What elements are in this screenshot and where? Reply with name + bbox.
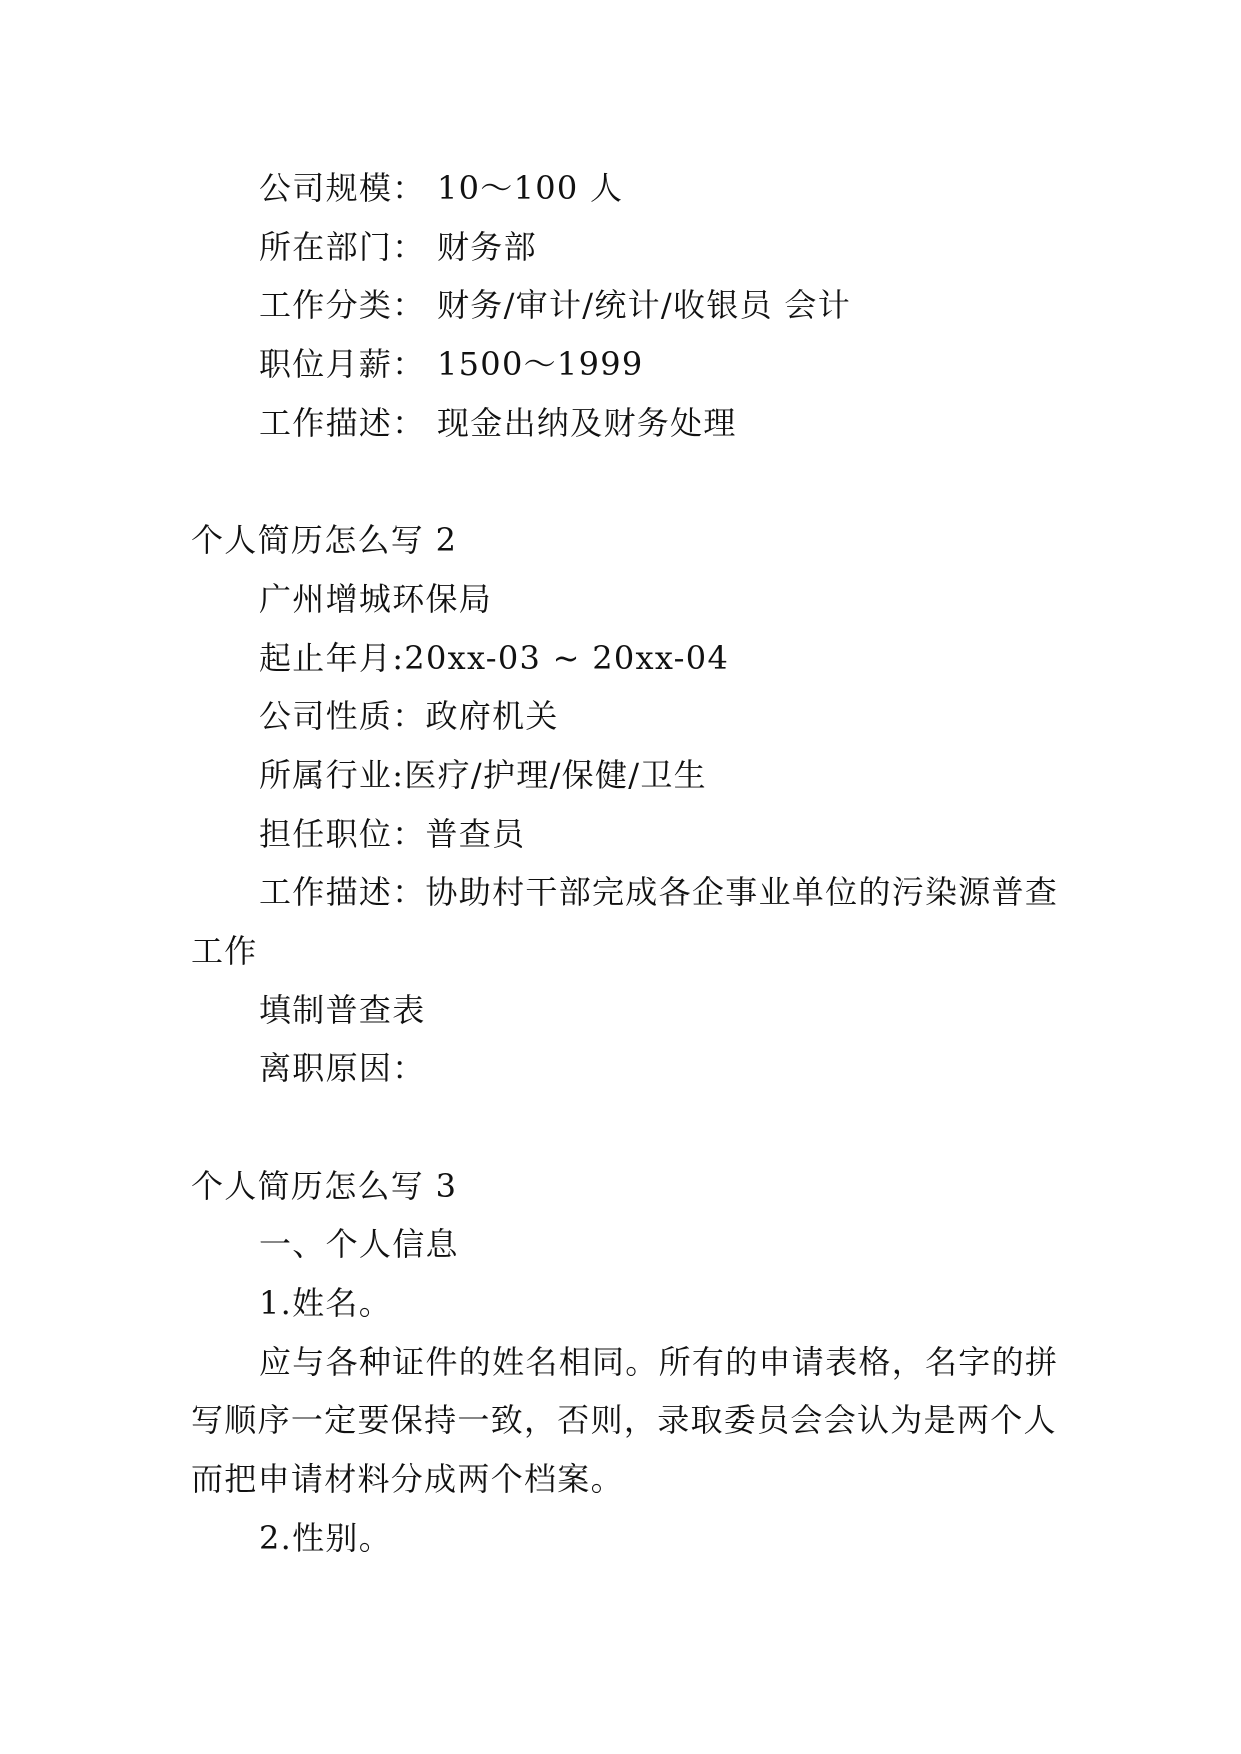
blank-line xyxy=(191,452,1201,511)
paragraph-line: 写顺序一定要保持一致，否则，录取委员会会认为是两个人 xyxy=(191,1401,1057,1440)
section-job-details-1 xyxy=(191,159,1201,452)
field-job-description-paragraph xyxy=(191,863,1201,980)
blank-line xyxy=(191,1098,1201,1157)
paragraph-line: 应与各种证件的姓名相同。所有的申请表格，名字的拼 xyxy=(259,1342,1059,1381)
field-position: 担任职位：普查员 xyxy=(259,814,526,853)
paragraph-line: 而把申请材料分成两个档案。 xyxy=(191,1460,624,1499)
paragraph-line: 工作描述：协助村干部完成各企事业单位的污染源普查 xyxy=(259,873,1059,912)
item-name: 1.姓名。 xyxy=(259,1284,393,1323)
section-resume-3 xyxy=(191,1157,1201,1568)
field-period: 起止年月:20xx-03 ~ 20xx-04 xyxy=(259,638,730,677)
field-industry: 所属行业:医疗/护理/保健/卫生 xyxy=(259,755,707,794)
field-company-type: 公司性质：政府机关 xyxy=(259,697,559,736)
document-body xyxy=(191,159,1201,1568)
section-heading-3: 个人简历怎么写 3 xyxy=(191,1166,458,1205)
subheading-personal-info: 一、个人信息 xyxy=(259,1225,459,1264)
field-duty-fill-forms: 填制普查表 xyxy=(259,990,426,1029)
section-heading-2: 个人简历怎么写 2 xyxy=(191,521,458,560)
field-leaving-reason: 离职原因： xyxy=(259,1049,426,1088)
field-job-category: 工作分类： 财务/审计/统计/收银员 会计 xyxy=(259,286,851,325)
field-company-size: 公司规模： 10～100 人 xyxy=(259,169,624,207)
field-department: 所在部门： 财务部 xyxy=(259,227,537,266)
field-employer: 广州增城环保局 xyxy=(259,579,493,618)
paragraph-line: 工作 xyxy=(191,931,258,970)
field-job-description: 工作描述： 现金出纳及财务处理 xyxy=(259,403,737,442)
field-monthly-salary: 职位月薪： 1500～1999 xyxy=(259,345,644,384)
item-gender: 2.性别。 xyxy=(259,1518,393,1557)
name-guidance-paragraph xyxy=(191,1333,1201,1509)
section-resume-2 xyxy=(191,511,1201,1098)
